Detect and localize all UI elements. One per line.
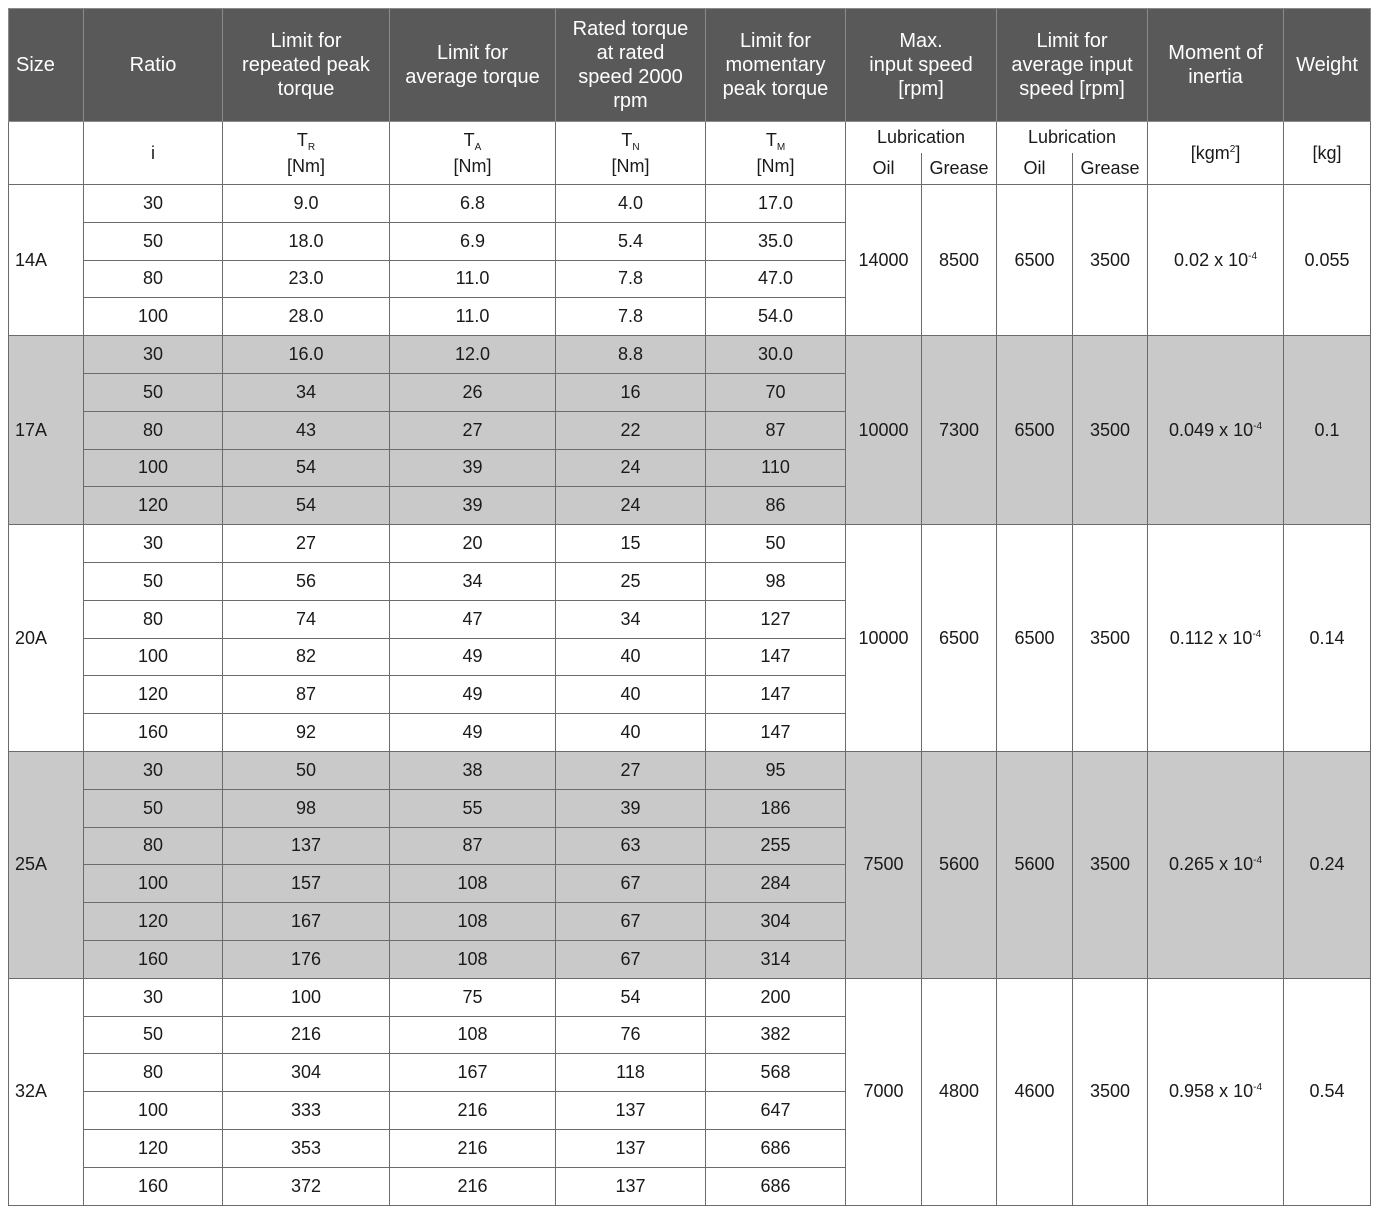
size-group-14a [9,185,1371,336]
header-momentary-peak-torque [706,9,846,122]
table-row [9,978,1371,1016]
ta-cell: 216 [390,1092,556,1130]
symbol-subscript: R [307,141,316,153]
tn-cell: 137 [556,1129,706,1167]
tm-cell: 186 [706,789,846,827]
ratio-cell: 120 [84,487,223,525]
table-row [9,336,1371,374]
tm-cell: 86 [706,487,846,525]
ta-cell: 12.0 [390,336,556,374]
size-cell: 25A [9,751,84,978]
ratio-cell: 50 [84,1016,223,1054]
inertia-mantissa: 0.02 x 10 [1174,249,1249,270]
tn-cell: 24 [556,487,706,525]
symbol-subscript: A [474,141,482,153]
tm-cell: 686 [706,1167,846,1205]
tm-cell: 147 [706,676,846,714]
unit-label: [Nm] [611,155,650,176]
tm-cell: 50 [706,525,846,563]
table-row [9,185,1371,223]
tr-cell: 9.0 [223,185,390,223]
ratio-cell: 30 [84,336,223,374]
header-size: Size [9,9,84,122]
tr-cell: 54 [223,487,390,525]
header-rated-torque [556,9,706,122]
ratio-cell: 80 [84,411,223,449]
tr-cell: 18.0 [223,222,390,260]
symbol-subscript: N [632,141,640,153]
tm-cell: 17.0 [706,185,846,223]
tr-cell: 23.0 [223,260,390,298]
tn-cell: 7.8 [556,260,706,298]
ta-cell: 55 [390,789,556,827]
max-speed-grease-cell: 8500 [922,185,997,336]
tr-cell: 137 [223,827,390,865]
tr-cell: 176 [223,940,390,978]
size-cell: 20A [9,525,84,752]
header-line: input speed [869,54,973,76]
avg-speed-oil-cell: 6500 [997,525,1073,752]
symbol-tn [621,129,640,156]
tr-cell: 50 [223,751,390,789]
tr-cell: 157 [223,865,390,903]
tm-cell: 382 [706,1016,846,1054]
avg-speed-grease-cell: 3500 [1073,525,1148,752]
max-speed-oil-cell: 10000 [846,336,922,525]
tm-cell: 54.0 [706,298,846,336]
tr-cell: 216 [223,1016,390,1054]
tn-cell: 137 [556,1167,706,1205]
ta-cell: 108 [390,865,556,903]
unit-label: [Nm] [453,155,492,176]
ta-cell: 75 [390,978,556,1016]
header-line: Limit for [270,30,342,52]
tm-cell: 147 [706,714,846,752]
symbol-subscript: M [776,141,786,153]
header-line: inertia [1188,66,1243,88]
tm-cell: 314 [706,940,846,978]
symbol-ta [463,129,482,156]
unit-inertia [1148,122,1284,185]
lubrication-label-avg: Lubrication [997,122,1148,154]
header-line: peak torque [722,78,829,100]
ratio-cell: 50 [84,789,223,827]
weight-cell: 0.54 [1284,978,1371,1205]
inertia-cell [1148,185,1284,336]
max-speed-grease-cell: 6500 [922,525,997,752]
tr-cell: 98 [223,789,390,827]
unit-tm [706,122,846,185]
inertia-exponent: -4 [1253,420,1263,432]
tn-cell: 5.4 [556,222,706,260]
table-row [9,525,1371,563]
tm-cell: 47.0 [706,260,846,298]
symbol-letter: T [463,129,475,150]
ta-cell: 11.0 [390,298,556,336]
tn-cell: 40 [556,676,706,714]
ratio-cell: 120 [84,903,223,941]
ratio-cell: 50 [84,562,223,600]
weight-cell: 0.14 [1284,525,1371,752]
unit-label: [Nm] [756,155,795,176]
symbol-letter: T [765,129,777,150]
ta-cell: 167 [390,1054,556,1092]
unit-tr [223,122,390,185]
ta-cell: 87 [390,827,556,865]
size-group-32a [9,978,1371,1205]
unit-ratio: i [84,122,223,185]
lub-oil-max: Oil [846,153,922,185]
lub-grease-max: Grease [922,153,997,185]
header-row-units [9,122,1371,154]
ta-cell: 49 [390,714,556,752]
tn-cell: 40 [556,714,706,752]
tr-cell: 27 [223,525,390,563]
avg-speed-grease-cell: 3500 [1073,185,1148,336]
inertia-cell [1148,336,1284,525]
header-line: average input [1011,54,1133,76]
ratio-cell: 100 [84,449,223,487]
tr-cell: 372 [223,1167,390,1205]
table-header [9,9,1371,185]
tr-cell: 16.0 [223,336,390,374]
ta-cell: 108 [390,903,556,941]
tm-cell: 304 [706,903,846,941]
ta-cell: 38 [390,751,556,789]
tn-cell: 118 [556,1054,706,1092]
ratio-cell: 120 [84,1129,223,1167]
header-line: repeated peak [242,54,370,76]
weight-cell: 0.055 [1284,185,1371,336]
lubrication-label-max: Lubrication [846,122,997,154]
ratio-cell: 80 [84,260,223,298]
weight-cell: 0.24 [1284,751,1371,978]
symbol-letter: T [296,129,308,150]
ta-cell: 216 [390,1167,556,1205]
tr-cell: 56 [223,562,390,600]
header-line: [rpm] [898,78,944,100]
ta-cell: 108 [390,1016,556,1054]
tm-cell: 127 [706,600,846,638]
header-line: speed [rpm] [1019,78,1125,100]
tn-cell: 25 [556,562,706,600]
header-line: momentary [725,54,826,76]
header-line: rpm [613,90,648,112]
tn-cell: 16 [556,373,706,411]
inertia-cell [1148,525,1284,752]
ta-cell: 27 [390,411,556,449]
ratio-cell: 160 [84,940,223,978]
max-speed-oil-cell: 7500 [846,751,922,978]
inertia-mantissa: 0.265 x 10 [1169,854,1254,875]
header-line: torque [277,78,335,100]
ta-cell: 108 [390,940,556,978]
symbol-letter: T [621,129,633,150]
ta-cell: 6.9 [390,222,556,260]
size-group-25a [9,751,1371,978]
unit-weight: [kg] [1284,122,1371,185]
header-average-torque [390,9,556,122]
header-line: Moment of [1168,42,1263,64]
header-line: Rated torque [572,18,689,40]
ta-cell: 216 [390,1129,556,1167]
tm-cell: 30.0 [706,336,846,374]
unit-base: [kgm [1190,142,1230,163]
inertia-mantissa: 0.112 x 10 [1169,627,1253,648]
tn-cell: 67 [556,865,706,903]
ratio-cell: 50 [84,222,223,260]
inertia-cell [1148,978,1284,1205]
tn-cell: 8.8 [556,336,706,374]
ta-cell: 39 [390,487,556,525]
tn-cell: 137 [556,1092,706,1130]
max-speed-oil-cell: 7000 [846,978,922,1205]
symbol-tr [296,129,316,156]
avg-speed-oil-cell: 4600 [997,978,1073,1205]
ta-cell: 11.0 [390,260,556,298]
ta-cell: 34 [390,562,556,600]
tm-cell: 647 [706,1092,846,1130]
inertia-exponent: -4 [1252,628,1262,640]
ratio-cell: 100 [84,1092,223,1130]
tm-cell: 87 [706,411,846,449]
tr-cell: 34 [223,373,390,411]
unit-end: ] [1235,142,1241,163]
inertia-cell [1148,751,1284,978]
lub-grease-avg: Grease [1073,153,1148,185]
ta-cell: 49 [390,638,556,676]
symbol-tm [765,129,786,156]
header-line: speed 2000 [578,66,683,88]
ratio-cell: 80 [84,600,223,638]
tm-cell: 284 [706,865,846,903]
tr-cell: 100 [223,978,390,1016]
max-speed-oil-cell: 10000 [846,525,922,752]
tm-cell: 98 [706,562,846,600]
tn-cell: 7.8 [556,298,706,336]
tn-cell: 34 [556,600,706,638]
tm-cell: 95 [706,751,846,789]
ta-cell: 20 [390,525,556,563]
ratio-cell: 30 [84,185,223,223]
unit-superscript: 2 [1229,143,1236,155]
tm-cell: 200 [706,978,846,1016]
ratio-cell: 100 [84,298,223,336]
ratio-cell: 30 [84,751,223,789]
tn-cell: 63 [556,827,706,865]
ratio-cell: 80 [84,1054,223,1092]
max-speed-oil-cell: 14000 [846,185,922,336]
tm-cell: 110 [706,449,846,487]
size-group-17a [9,336,1371,525]
inertia-mantissa: 0.958 x 10 [1169,1081,1254,1102]
tn-cell: 67 [556,903,706,941]
tm-cell: 35.0 [706,222,846,260]
tr-cell: 333 [223,1092,390,1130]
avg-speed-grease-cell: 3500 [1073,751,1148,978]
tr-cell: 167 [223,903,390,941]
tn-cell: 67 [556,940,706,978]
tr-cell: 92 [223,714,390,752]
lub-oil-avg: Oil [997,153,1073,185]
tn-cell: 22 [556,411,706,449]
size-cell: 17A [9,336,84,525]
tn-cell: 15 [556,525,706,563]
header-moment-of-inertia [1148,9,1284,122]
inertia-mantissa: 0.049 x 10 [1169,419,1254,440]
ratio-cell: 80 [84,827,223,865]
avg-speed-oil-cell: 6500 [997,336,1073,525]
header-row-titles [9,9,1371,122]
weight-cell: 0.1 [1284,336,1371,525]
header-max-input-speed [846,9,997,122]
tn-cell: 27 [556,751,706,789]
tr-cell: 28.0 [223,298,390,336]
ratio-cell: 30 [84,978,223,1016]
tr-cell: 82 [223,638,390,676]
max-speed-grease-cell: 7300 [922,336,997,525]
header-line: Max. [899,30,943,52]
ratio-cell: 100 [84,865,223,903]
header-average-input-speed [997,9,1148,122]
tr-cell: 54 [223,449,390,487]
tn-cell: 76 [556,1016,706,1054]
tr-cell: 304 [223,1054,390,1092]
inertia-exponent: -4 [1253,1082,1263,1094]
tn-cell: 24 [556,449,706,487]
size-group-20a [9,525,1371,752]
header-line: Limit for [739,30,812,52]
max-speed-grease-cell: 4800 [922,978,997,1205]
ta-cell: 49 [390,676,556,714]
ta-cell: 39 [390,449,556,487]
size-cell: 32A [9,978,84,1205]
unit-size-blank [9,122,84,185]
tn-cell: 39 [556,789,706,827]
ta-cell: 26 [390,373,556,411]
tn-cell: 54 [556,978,706,1016]
tm-cell: 686 [706,1129,846,1167]
header-weight: Weight [1284,9,1371,122]
ratio-cell: 30 [84,525,223,563]
tm-cell: 147 [706,638,846,676]
header-ratio: Ratio [84,9,223,122]
inertia-exponent: -4 [1253,855,1263,867]
inertia-exponent: -4 [1248,250,1258,262]
size-cell: 14A [9,185,84,336]
spec-table-container [8,8,1371,1206]
ratio-cell: 50 [84,373,223,411]
max-speed-grease-cell: 5600 [922,751,997,978]
ratio-cell: 120 [84,676,223,714]
header-repeated-peak-torque [223,9,390,122]
unit-tn [556,122,706,185]
tm-cell: 255 [706,827,846,865]
tm-cell: 568 [706,1054,846,1092]
ta-cell: 47 [390,600,556,638]
header-line: Limit for [436,42,509,64]
tm-cell: 70 [706,373,846,411]
ratio-cell: 160 [84,714,223,752]
tr-cell: 353 [223,1129,390,1167]
header-line: Limit for [1036,30,1108,52]
header-line: average torque [405,66,540,88]
ta-cell: 6.8 [390,185,556,223]
avg-speed-grease-cell: 3500 [1073,336,1148,525]
tr-cell: 87 [223,676,390,714]
avg-speed-grease-cell: 3500 [1073,978,1148,1205]
avg-speed-oil-cell: 6500 [997,185,1073,336]
ratio-cell: 100 [84,638,223,676]
avg-speed-oil-cell: 5600 [997,751,1073,978]
header-line: at rated [596,42,665,64]
tn-cell: 4.0 [556,185,706,223]
table-row [9,751,1371,789]
tn-cell: 40 [556,638,706,676]
tr-cell: 43 [223,411,390,449]
unit-label: [Nm] [287,155,325,176]
tr-cell: 74 [223,600,390,638]
unit-ta [390,122,556,185]
ratio-cell: 160 [84,1167,223,1205]
torque-spec-table [8,8,1371,1206]
